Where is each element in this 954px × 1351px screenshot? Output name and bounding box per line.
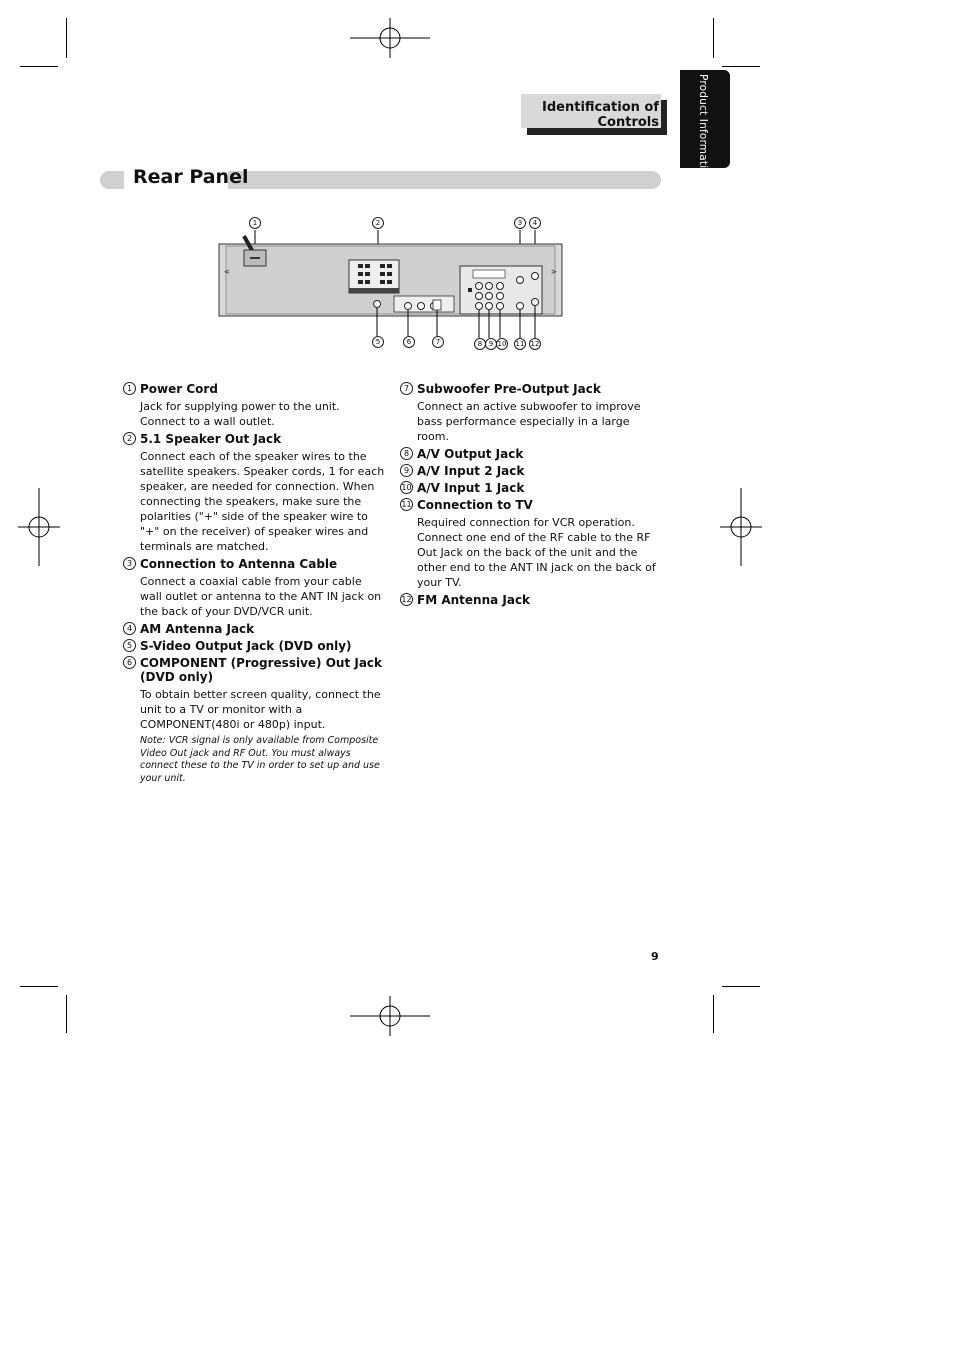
item-number: 11 xyxy=(401,500,412,509)
item-title: 5.1 Speaker Out Jack xyxy=(140,432,282,446)
callout-11: 11 xyxy=(515,340,525,348)
item-title: A/V Input 2 Jack xyxy=(417,464,525,478)
callout-2: 2 xyxy=(372,217,384,229)
item-title: AM Antenna Jack xyxy=(140,622,255,636)
callout-6: 6 xyxy=(403,336,415,348)
item-number: 3 xyxy=(123,557,136,570)
item-number: 2 xyxy=(123,432,136,445)
item-number: 4 xyxy=(123,622,136,635)
list-item xyxy=(123,656,385,785)
section-bar-left xyxy=(100,171,124,189)
item-number: 8 xyxy=(400,447,413,460)
list-item xyxy=(123,382,385,429)
list-item xyxy=(123,557,385,619)
item-number: 6 xyxy=(123,656,136,669)
rear-panel-drawing xyxy=(218,214,564,354)
list-item xyxy=(400,481,662,495)
item-note: Note: VCR signal is only available from Composite Video Out jack and RF Out. You must always connect these to the TV in order to set up and use your unit. xyxy=(140,735,380,784)
registration-mark-icon xyxy=(18,488,60,566)
item-description: Connect an active subwoofer to improve bass performance especially in a large room. xyxy=(417,400,641,443)
list-item xyxy=(400,382,662,444)
side-tab xyxy=(680,70,730,182)
callout-9: 9 xyxy=(485,338,497,350)
item-number: 5 xyxy=(123,639,136,652)
registration-mark-icon xyxy=(350,996,430,1036)
side-tab-label: Product Information xyxy=(697,74,709,182)
item-description: Connect each of the speaker wires to the satellite speakers. Speaker cords, 1 for each speaker, are needed for connection. When connecting the speakers, make sure the polarities ("+" side of the speaker wire to "+" on the receiver) of speaker wires and terminals are matched. xyxy=(140,450,385,553)
item-number: 7 xyxy=(400,382,413,395)
callout-12: 12 xyxy=(530,340,540,348)
item-title: Power Cord xyxy=(140,382,218,396)
page-header-title: Identification of Controls xyxy=(542,100,659,130)
rear-panel-diagram xyxy=(218,214,564,354)
left-column xyxy=(123,382,385,785)
item-title: FM Antenna Jack xyxy=(417,593,531,607)
callout-7: 7 xyxy=(432,336,444,348)
item-title: Subwoofer Pre-Output Jack xyxy=(417,382,601,396)
item-number: 1 xyxy=(123,382,136,395)
svg-text:<: < xyxy=(224,268,230,276)
callout-3: 3 xyxy=(514,217,526,229)
callout-8: 8 xyxy=(474,338,486,350)
right-column xyxy=(400,382,662,610)
callout-1: 1 xyxy=(249,217,261,229)
item-title: A/V Input 1 Jack xyxy=(417,481,525,495)
section-bar-right xyxy=(228,171,661,189)
callout-4: 4 xyxy=(529,217,541,229)
item-description: Jack for supplying power to the unit. Connect to a wall outlet. xyxy=(140,400,340,428)
item-number: 10 xyxy=(401,483,412,492)
item-number: 12 xyxy=(401,595,412,604)
page-number: 9 xyxy=(651,950,659,963)
list-item xyxy=(123,622,385,636)
item-title: Connection to TV xyxy=(417,498,533,512)
item-description: Connect a coaxial cable from your cable wall outlet or antenna to the ANT IN jack on the back of your DVD/VCR unit. xyxy=(140,575,382,618)
list-item xyxy=(400,498,662,590)
item-title: A/V Output Jack xyxy=(417,447,524,461)
registration-mark-icon xyxy=(350,18,430,58)
item-title: COMPONENT (Progressive) Out Jack (DVD only) xyxy=(140,656,383,684)
item-description: Required connection for VCR operation. Connect one end of the RF cable to the RF Out Jack on the back of the unit and the other end to the ANT IN jack on the back of your TV. xyxy=(417,516,656,589)
list-item xyxy=(400,593,662,607)
registration-mark-icon xyxy=(720,488,762,566)
item-number: 9 xyxy=(400,464,413,477)
svg-text:>: > xyxy=(551,268,557,276)
section-title: Rear Panel xyxy=(133,166,249,188)
list-item xyxy=(400,464,662,478)
callout-10: 10 xyxy=(497,340,507,348)
list-item xyxy=(123,432,385,554)
list-item xyxy=(400,447,662,461)
callout-5: 5 xyxy=(372,336,384,348)
item-title: Connection to Antenna Cable xyxy=(140,557,338,571)
item-description: To obtain better screen quality, connect the unit to a TV or monitor with a COMPONENT(480i or 480p) input. xyxy=(140,688,381,731)
item-title: S-Video Output Jack (DVD only) xyxy=(140,639,352,653)
list-item xyxy=(123,639,385,653)
